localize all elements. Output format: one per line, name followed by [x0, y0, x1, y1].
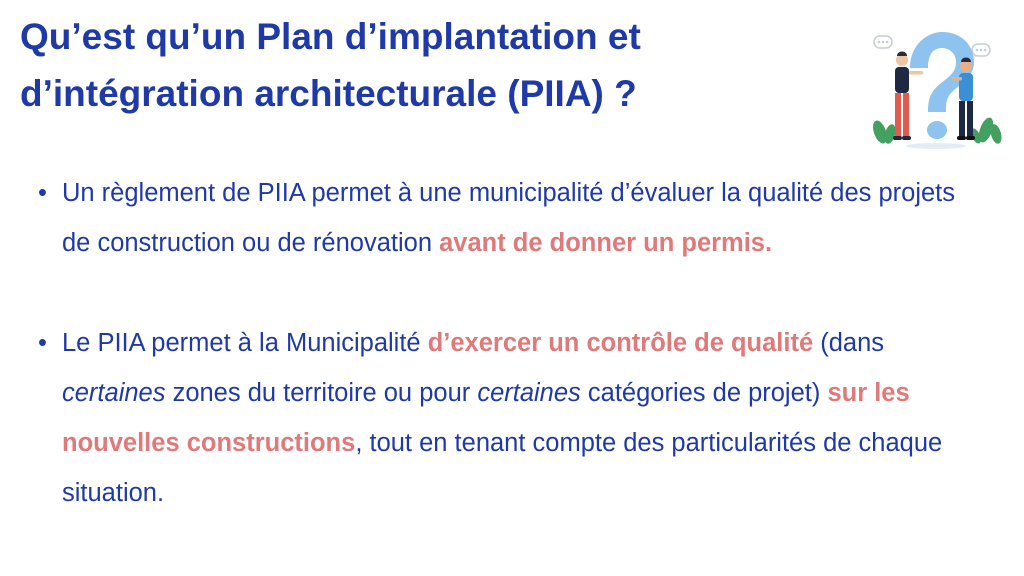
bullet-item	[38, 318, 988, 518]
bullet-dot: •	[38, 179, 47, 207]
bullet-text: Le PIIA permet à la Municipalité	[62, 329, 428, 357]
bullet-text: catégories de projet)	[580, 379, 828, 407]
bullet-text: (dans	[813, 329, 885, 357]
italic-text: certaines	[477, 379, 581, 407]
highlight-text: sur les nouvelles constructions	[62, 379, 910, 457]
bullet-dot: •	[38, 329, 47, 357]
illustration	[866, 22, 1006, 152]
slide-title: Qu’est qu’un Plan d’implantation et d’intégration architecturale (PIIA) ?	[20, 16, 641, 115]
bullet-text: Un règlement de PIIA permet à une municipalité d’évaluer la qualité des projets de construction ou de rénovation	[62, 179, 956, 257]
bullet-text: , tout en tenant compte des particularités de chaque situation.	[62, 429, 943, 507]
italic-text: certaines	[62, 379, 166, 407]
bullet-text: zones du territoire ou pour	[165, 379, 478, 407]
bullet-item	[38, 168, 988, 268]
bullet-list	[38, 168, 988, 518]
highlight-text: avant de donner un permis.	[439, 229, 773, 257]
highlight-text: d’exercer un contrôle de qualité	[427, 329, 814, 357]
